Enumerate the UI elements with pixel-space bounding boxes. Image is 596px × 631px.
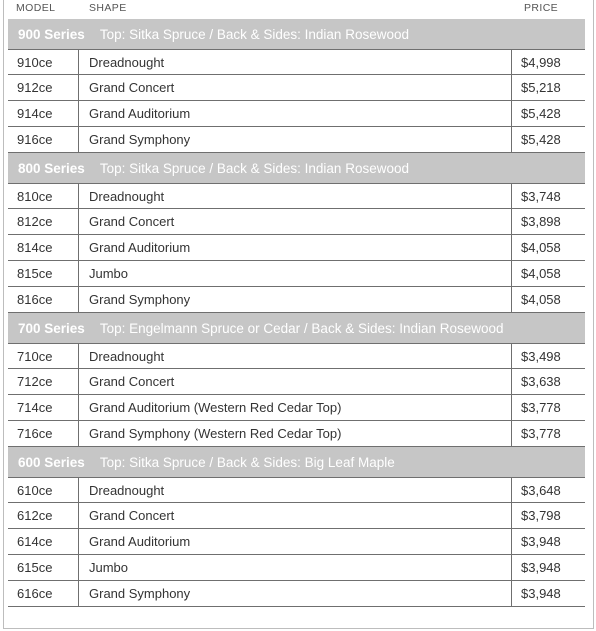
- series-description: Top: Sitka Spruce / Back & Sides: Big Leaf Maple: [99, 454, 395, 470]
- series-name: 700 Series: [18, 320, 85, 336]
- table-row: [8, 287, 585, 313]
- price-cell: $4,058: [521, 266, 561, 281]
- table-row: [8, 183, 585, 209]
- table-row: [8, 261, 585, 287]
- price-cell: $3,798: [521, 508, 561, 523]
- table-row: [8, 127, 585, 153]
- series-header: [8, 447, 585, 477]
- shape-cell: Grand Symphony (Western Red Cedar Top): [79, 421, 512, 446]
- series-description: Top: Sitka Spruce / Back & Sides: Indian Rosewood: [99, 160, 409, 176]
- series-description: Top: Engelmann Spruce or Cedar / Back & Sides: Indian Rosewood: [99, 320, 504, 336]
- table-row: [8, 101, 585, 127]
- shape-cell: Jumbo: [79, 261, 512, 286]
- shape-cell: Grand Symphony: [79, 581, 512, 606]
- model-cell: 816ce: [8, 287, 79, 312]
- column-header-model: MODEL: [16, 2, 56, 14]
- table-row: [8, 503, 585, 529]
- model-cell: 716ce: [8, 421, 79, 446]
- model-cell: 710ce: [8, 344, 79, 368]
- price-cell: $3,748: [521, 188, 561, 204]
- series-name: 600 Series: [18, 454, 85, 470]
- price-cell: $4,058: [521, 292, 561, 307]
- model-cell: 712ce: [8, 369, 79, 394]
- table-row: [8, 529, 585, 555]
- price-cell: $4,998: [521, 54, 561, 70]
- shape-cell: Jumbo: [79, 555, 512, 580]
- table-row: [8, 209, 585, 235]
- shape-cell: Dreadnought: [79, 478, 512, 502]
- shape-cell: Grand Concert: [79, 503, 512, 528]
- model-cell: 612ce: [8, 503, 79, 528]
- table-row: [8, 75, 585, 101]
- price-cell: $4,058: [521, 240, 561, 255]
- series-header: [8, 153, 585, 183]
- model-cell: 916ce: [8, 127, 79, 152]
- model-cell: 812ce: [8, 209, 79, 234]
- model-cell: 910ce: [8, 50, 79, 74]
- shape-cell: Dreadnought: [79, 50, 512, 74]
- shape-cell: Grand Symphony: [79, 287, 512, 312]
- price-cell: $5,428: [521, 106, 561, 121]
- table-row: [8, 581, 585, 607]
- shape-cell: Grand Concert: [79, 209, 512, 234]
- series-description: Top: Sitka Spruce / Back & Sides: Indian Rosewood: [99, 26, 409, 42]
- price-cell: $3,648: [521, 482, 561, 498]
- model-cell: 810ce: [8, 184, 79, 208]
- series-header: [8, 19, 585, 49]
- column-header-price: PRICE: [524, 2, 559, 14]
- model-cell: 912ce: [8, 75, 79, 100]
- shape-cell: Grand Auditorium (Western Red Cedar Top): [79, 395, 512, 420]
- shape-cell: Dreadnought: [79, 344, 512, 368]
- model-cell: 614ce: [8, 529, 79, 554]
- column-header-shape: SHAPE: [89, 2, 127, 14]
- table-row: [8, 369, 585, 395]
- series-header: [8, 313, 585, 343]
- price-cell: $3,948: [521, 586, 561, 601]
- model-cell: 815ce: [8, 261, 79, 286]
- model-cell: 616ce: [8, 581, 79, 606]
- model-cell: 814ce: [8, 235, 79, 260]
- price-cell: $3,898: [521, 214, 561, 229]
- series-name: 900 Series: [18, 26, 85, 42]
- shape-cell: Grand Auditorium: [79, 235, 512, 260]
- price-cell: $3,948: [521, 534, 561, 549]
- table-row: [8, 49, 585, 75]
- series-name: 800 Series: [18, 160, 85, 176]
- model-cell: 914ce: [8, 101, 79, 126]
- shape-cell: Grand Concert: [79, 369, 512, 394]
- price-cell: $5,218: [521, 80, 561, 95]
- model-cell: 714ce: [8, 395, 79, 420]
- shape-cell: Grand Concert: [79, 75, 512, 100]
- model-cell: 615ce: [8, 555, 79, 580]
- shape-cell: Dreadnought: [79, 184, 512, 208]
- table-row: [8, 395, 585, 421]
- price-cell: $5,428: [521, 132, 561, 147]
- price-cell: $3,778: [521, 400, 561, 415]
- price-table: [8, 19, 585, 607]
- table-row: [8, 477, 585, 503]
- shape-cell: Grand Symphony: [79, 127, 512, 152]
- shape-cell: Grand Auditorium: [79, 101, 512, 126]
- shape-cell: Grand Auditorium: [79, 529, 512, 554]
- table-row: [8, 421, 585, 447]
- price-cell: $3,778: [521, 426, 561, 441]
- price-cell: $3,638: [521, 374, 561, 389]
- table-row: [8, 555, 585, 581]
- table-row: [8, 343, 585, 369]
- price-cell: $3,498: [521, 348, 561, 364]
- price-cell: $3,948: [521, 560, 561, 575]
- table-row: [8, 235, 585, 261]
- model-cell: 610ce: [8, 478, 79, 502]
